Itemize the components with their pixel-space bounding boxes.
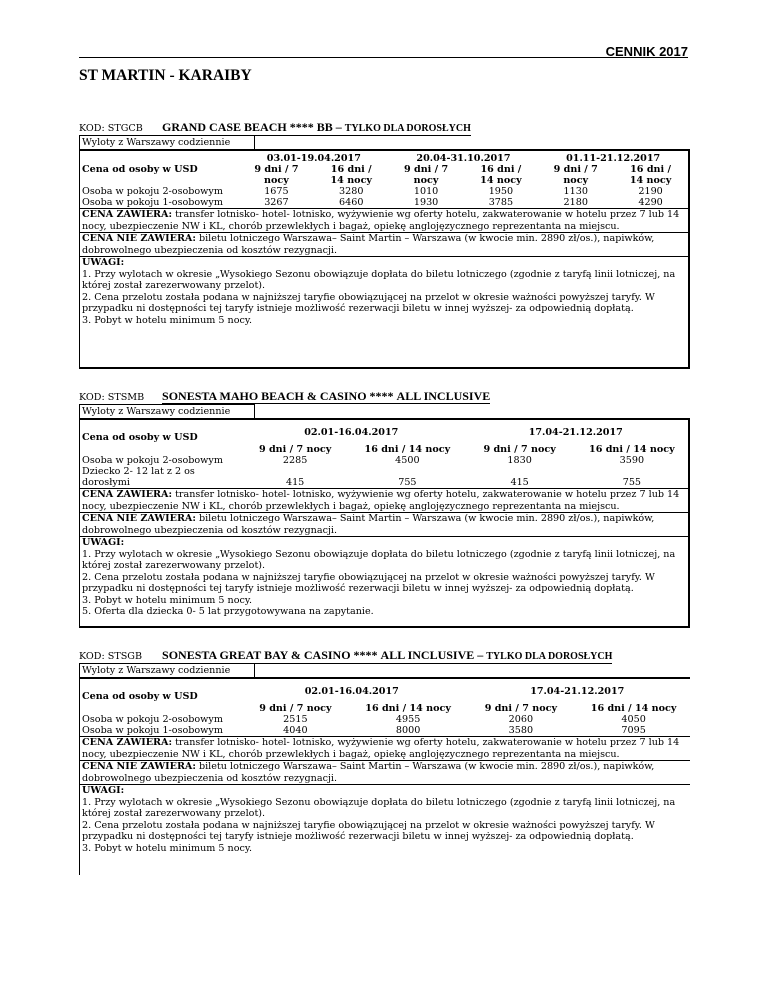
col-9-days: 9 dni / 7 nocy <box>553 164 598 186</box>
col-16-days: 16 dni / 14 nocy <box>365 703 451 714</box>
period-header: 02.01-16.04.2017 <box>304 427 399 438</box>
table-row: Osoba w pokoju 2-osobowym 1675 3280 1010 1950 1130 2190 <box>82 186 663 197</box>
price-label: Cena od osoby w USD <box>82 691 198 702</box>
hotel-name: GRAND CASE BEACH **** BB – TYLKO DLA DOROSŁYCH <box>162 120 471 134</box>
offer-section-grand-case-beach <box>79 121 690 369</box>
offer-section-sonesta-maho-beach <box>79 390 690 628</box>
col-9-days: 9 dni / 7 nocy <box>483 444 556 455</box>
notes: UWAGI: 1. Przy wylotach w okresie „Wysokiego Sezonu obowiązuje dopłata do biletu lotniczego (zgodnie z taryfą linii lotniczej, na której został zarezerwowany przelot). 2. Cena przelotu została podana w najniższej taryfie obowiązującej na przelot w okresie ważności powyższej taryfy. W przypadku ni dostępności tej taryfy istnieje możliwość rezerwacji biletu w innej wyższej- za odpowiednią dopłatą. 3. Pobyt w hotelu minimum 5 nocy. 5. Oferta dla dziecka 0- 5 lat przygotowywana na zapytanie. <box>80 536 688 618</box>
col-9-days: 9 dni / 7 nocy <box>403 164 449 186</box>
offer-section-sonesta-great-bay <box>79 649 690 875</box>
offer-box <box>79 149 690 369</box>
col-16-days: 16 dni / 14 nocy <box>364 444 451 455</box>
departure-info: Wyloty z Warszawy codziennie <box>79 404 255 418</box>
departure-info: Wyloty z Warszawy codziennie <box>79 135 255 149</box>
price-table <box>80 420 688 488</box>
offer-box <box>79 418 690 628</box>
col-9-days: 9 dni / 7 nocy <box>254 164 299 186</box>
table-row: Osoba w pokoju 2-osobowym 2515 4955 2060 4050 <box>82 714 646 725</box>
table-row: Osoba w pokoju 1-osobowym 4040 8000 3580 7095 <box>82 725 646 736</box>
offer-code: KOD: STSMB <box>79 392 145 403</box>
period-header: 02.01-16.04.2017 <box>304 686 399 697</box>
table-row: Osoba w pokoju 1-osobowym 3267 6460 1930 3785 2180 4290 <box>82 197 663 208</box>
period-header: 17.04-21.12.2017 <box>530 686 625 697</box>
table-row: Dziecko 2- 12 lat z 2 os dorosłymi 415 755 415 755 <box>82 466 642 488</box>
col-16-days: 16 dni / 14 nocy <box>589 444 675 455</box>
hotel-name: SONESTA MAHO BEACH & CASINO **** ALL INCLUSIVE <box>162 389 491 403</box>
period-header: 20.04-31.10.2017 <box>416 153 511 164</box>
excludes-text: CENA NIE ZAWIERA: biletu lotniczego Warszawa– Saint Martin – Warszawa (w kwocie min. 2890 zł/os.), napiwków, dobrowolnego ubezpieczenia od kosztów rezygnacji. <box>80 512 688 536</box>
col-16-days: 16 dni / 14 nocy <box>629 164 672 186</box>
includes-text: CENA ZAWIERA: transfer lotnisko- hotel- lotnisko, wyżywienie wg oferty hotelu, zakwaterowanie w hotelu przez 7 lub 14 nocy, ubezpieczenie NW i KL, chorób przewlekłych i bagaż, opiekę anglojęzycznego reprezentanta na miejscu. <box>80 488 688 512</box>
period-header: 01.11-21.12.2017 <box>566 153 661 164</box>
col-9-days: 9 dni / 7 nocy <box>484 703 558 714</box>
notes: UWAGI: 1. Przy wylotach w okresie „Wysokiego Sezonu obowiązuje dopłata do biletu lotniczego (zgodnie z taryfą linii lotniczej, na której został zarezerwowany przelot). 2. Cena przelotu została podana w najniższej taryfie obowiązującej na przelot w okresie ważności powyższej taryfy. W przypadku ni dostępności tej taryfy istnieje możliwość rezerwacji biletu w innej wyższej- za odpowiednią dopłatą. 3. Pobyt w hotelu minimum 5 nocy. <box>80 784 690 854</box>
header-rule <box>79 57 688 58</box>
includes-text: CENA ZAWIERA: transfer lotnisko- hotel- lotnisko, wyżywienie wg oferty hotelu, zakwaterowanie w hotelu przez 7 lub 14 nocy, ubezpieczenie NW i KL, chorób przewlekłych i bagaż, opiekę anglojęzycznego reprezentanta na miejscu. <box>80 736 690 760</box>
period-header: 03.01-19.04.2017 <box>266 153 361 164</box>
departure-info: Wyloty z Warszawy codziennie <box>79 663 255 677</box>
offer-code: KOD: STGCB <box>79 123 143 134</box>
price-list-header: CENNIK 2017 <box>605 44 688 59</box>
price-label: Cena od osoby w USD <box>82 432 198 443</box>
col-16-days: 16 dni / 14 nocy <box>480 164 522 186</box>
excludes-text: CENA NIE ZAWIERA: biletu lotniczego Warszawa– Saint Martin – Warszawa (w kwocie min. 2890 zł/os.), napiwków, dobrowolnego ubezpieczenia od kosztów rezygnacji. <box>80 232 688 256</box>
page-title: ST MARTIN - KARAIBY <box>79 67 252 84</box>
price-table <box>80 151 688 208</box>
excludes-text: CENA NIE ZAWIERA: biletu lotniczego Warszawa– Saint Martin – Warszawa (w kwocie min. 2890 zł/os.), napiwków, dobrowolnego ubezpieczenia od kosztów rezygnacji. <box>80 760 690 784</box>
col-9-days: 9 dni / 7 nocy <box>259 703 332 714</box>
price-table <box>80 679 690 736</box>
includes-text: CENA ZAWIERA: transfer lotnisko- hotel- lotnisko, wyżywienie wg oferty hotelu, zakwaterowanie w hotelu przez 7 lub 14 nocy, ubezpieczenie NW i KL, chorób przewlekłych i bagaż, opiekę anglojęzycznego reprezentanta na miejscu. <box>80 208 688 232</box>
col-16-days: 16 dni / 14 nocy <box>330 164 372 186</box>
offer-box <box>79 677 690 875</box>
table-row: Osoba w pokoju 2-osobowym 2285 4500 1830 3590 <box>82 455 645 466</box>
period-header: 17.04-21.12.2017 <box>528 427 623 438</box>
col-9-days: 9 dni / 7 nocy <box>258 444 332 455</box>
hotel-name: SONESTA GREAT BAY & CASINO **** ALL INCLUSIVE – TYLKO DLA DOROSŁYCH <box>162 648 613 662</box>
price-label: Cena od osoby w USD <box>82 164 198 175</box>
col-16-days: 16 dni / 14 nocy <box>590 703 677 714</box>
notes: UWAGI: 1. Przy wylotach w okresie „Wysokiego Sezonu obowiązuje dopłata do biletu lotniczego (zgodnie z taryfą linii lotniczej, na której został zarezerwowany przelot). 2. Cena przelotu została podana w najniższej taryfie obowiązującej na przelot w okresie ważności powyższej taryfy. W przypadku ni dostępności tej taryfy istnieje możliwość rezerwacji biletu w innej wyższej- za odpowiednią dopłatą. 3. Pobyt w hotelu minimum 5 nocy. <box>80 256 688 326</box>
offer-code: KOD: STSGB <box>79 651 143 662</box>
